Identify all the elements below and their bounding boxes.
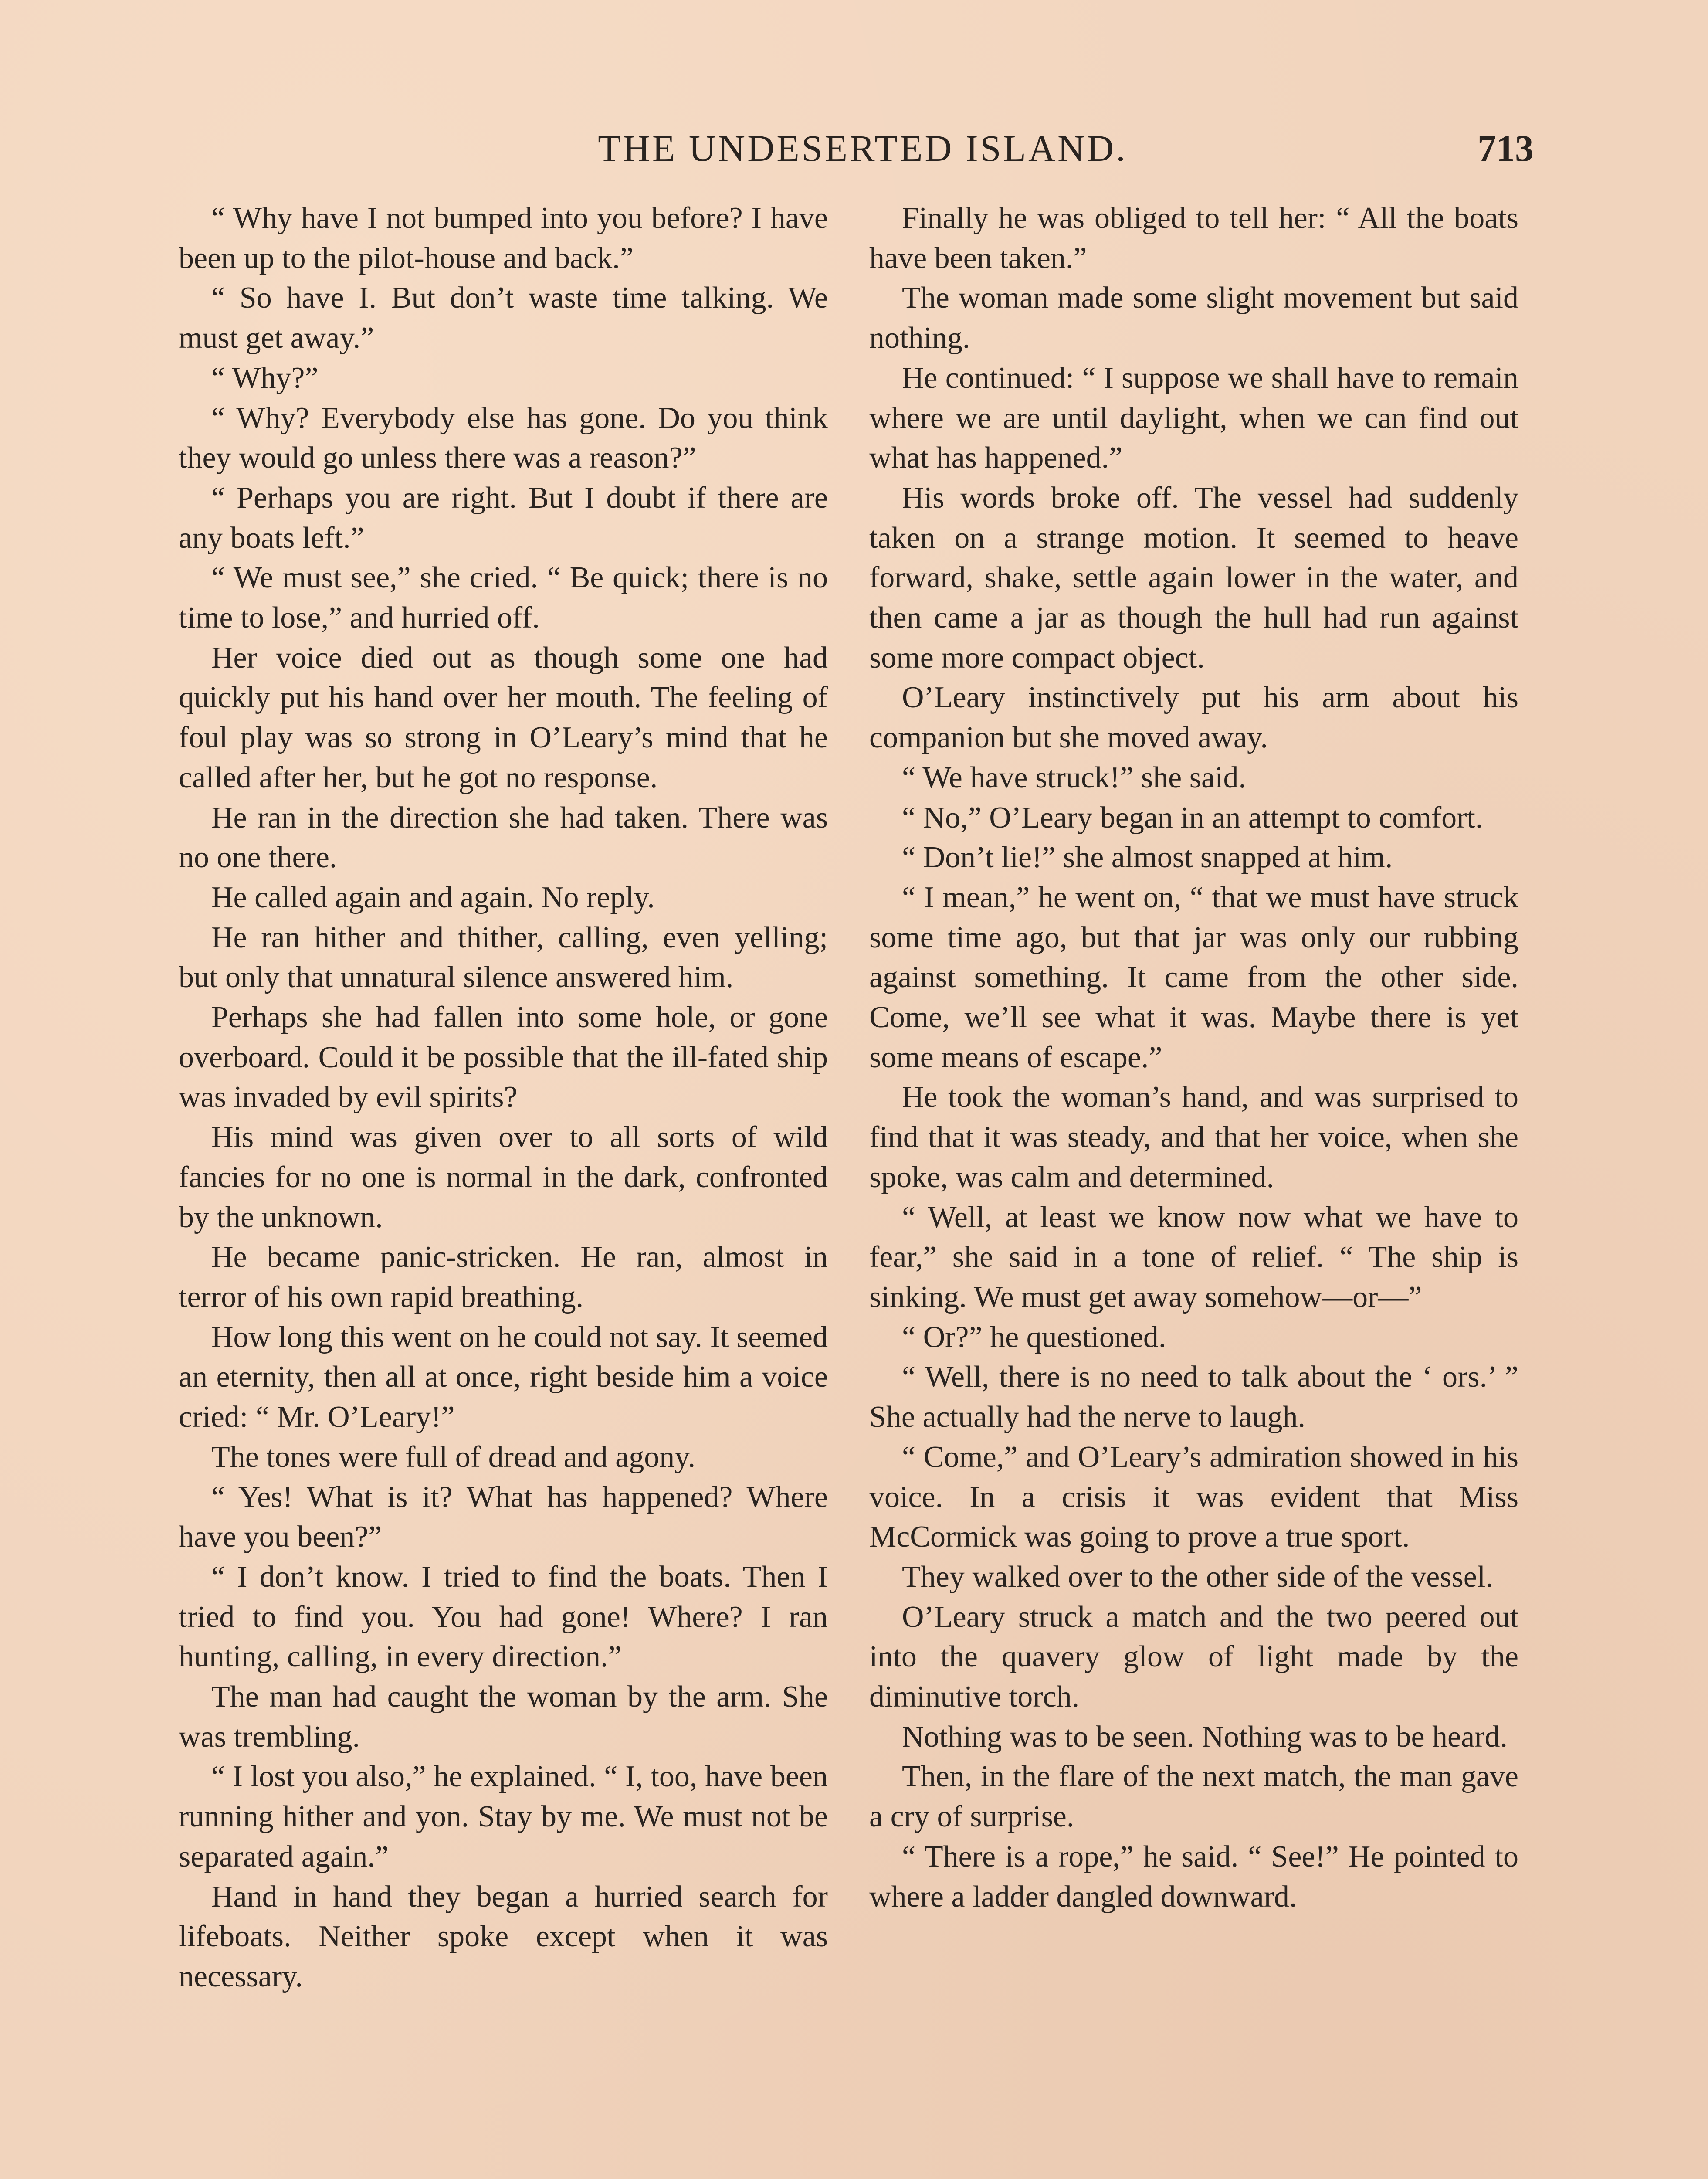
paragraph: He continued: “ I suppose we shall have to remain where we are until daylight, when we can find out what has happened.”	[869, 361, 1518, 475]
paragraph: The woman made some slight movement but said nothing.	[869, 281, 1518, 355]
paragraph: O’Leary struck a match and the two peered out into the quavery glow of light made by the diminutive torch.	[869, 1600, 1518, 1714]
paragraph: He took the woman’s hand, and was surprised to find that it was steady, and that her voice, when she spoke, was calm and determined.	[869, 1080, 1518, 1194]
paragraph: “ There is a rope,” he said. “ See!” He pointed to where a ladder dangled downward.	[869, 1840, 1518, 1914]
running-header-title: THE UNDESERTED ISLAND.	[598, 127, 1128, 169]
paragraph: Finally he was obliged to tell her: “ All the boats have been taken.”	[869, 201, 1518, 275]
paragraph: Perhaps she had fallen into some hole, or gone overboard. Could it be possible that the ill-fated ship was invaded by evil spirits?	[179, 1001, 828, 1114]
paragraph: “ I don’t know. I tried to find the boats. Then I tried to find you. You had gone! Where? I ran hunting, calling, in every direction.”	[179, 1560, 828, 1674]
paragraph: He ran in the direction she had taken. There was no one there.	[179, 801, 828, 875]
paragraph: He became panic-stricken. He ran, almost in terror of his own rapid breathing.	[179, 1240, 828, 1314]
paragraph: The man had caught the woman by the arm. She was trembling.	[179, 1680, 828, 1754]
paragraph: Her voice died out as though some one had quickly put his hand over her mouth. The feeling of foul play was so strong in O’Leary’s mind that he called after her, but he got no response.	[179, 641, 828, 794]
paragraph: He called again and again. No reply.	[211, 880, 655, 914]
right-text-column	[869, 198, 1518, 1917]
left-text-column	[179, 198, 828, 1997]
paragraph: “ Don’t lie!” she almost snapped at him.	[902, 841, 1393, 875]
paragraph: “ Well, at least we know now what we have to fear,” she said in a tone of relief. “ The ship is sinking. We must get away somehow—or—”	[869, 1200, 1518, 1314]
paragraph: “ Yes! What is it? What has happened? Where have you been?”	[179, 1480, 828, 1554]
paragraph: How long this went on he could not say. It seemed an eternity, then all at once, right beside him a voice cried: “ Mr. O’Leary!”	[179, 1320, 828, 1434]
paragraph: “ We have struck!” she said.	[902, 760, 1246, 794]
paragraph: Then, in the flare of the next match, the man gave a cry of surprise.	[869, 1760, 1518, 1834]
paragraph: They walked over to the other side of the vessel.	[902, 1560, 1493, 1594]
paragraph: Nothing was to be seen. Nothing was to be heard.	[902, 1720, 1508, 1754]
paragraph: His words broke off. The vessel had suddenly taken on a strange motion. It seemed to heave forward, shake, settle again lower in the water, and then came a jar as though the hull had run against some more compact object.	[869, 481, 1518, 675]
paragraph: O’Leary instinctively put his arm about his companion but she moved away.	[869, 681, 1518, 755]
paragraph: “ Why have I not bumped into you before? I have been up to the pilot-house and back.”	[179, 201, 828, 275]
paragraph: “ I mean,” he went on, “ that we must have struck some time ago, but that jar was only our rubbing against something. It came from the other side. Come, we’ll see what it was. Maybe there is yet some means of escape.”	[869, 880, 1518, 1074]
paragraph: His mind was given over to all sorts of wild fancies for no one is normal in the dark, confronted by the unknown.	[179, 1120, 828, 1234]
paragraph: “ Well, there is no need to talk about the ‘ ors.’ ” She actually had the nerve to laugh.	[869, 1360, 1518, 1434]
paragraph: “ No,” O’Leary began in an attempt to comfort.	[902, 801, 1483, 835]
paragraph: “ We must see,” she cried. “ Be quick; there is no time to lose,” and hurried off.	[179, 561, 828, 635]
page-number: 713	[1478, 127, 1534, 169]
paragraph: “ Come,” and O’Leary’s admiration showed in his voice. In a crisis it was evident that Miss McCormick was going to prove a true sport.	[869, 1440, 1518, 1554]
paragraph: “ Or?” he questioned.	[902, 1320, 1166, 1354]
paragraph: “ So have I. But don’t waste time talking. We must get away.”	[179, 281, 828, 355]
paragraph: He ran hither and thither, calling, even yelling; but only that unnatural silence answered him.	[179, 920, 828, 994]
paragraph: “ Why?”	[211, 361, 319, 395]
paragraph: “ Perhaps you are right. But I doubt if there are any boats left.”	[179, 481, 828, 555]
paragraph: “ I lost you also,” he explained. “ I, too, have been running hither and yon. Stay by me. We must not be separated again.”	[179, 1760, 828, 1874]
paragraph: Hand in hand they began a hurried search for lifeboats. Neither spoke except when it was necessary.	[179, 1880, 828, 1993]
paragraph: The tones were full of dread and agony.	[211, 1440, 696, 1474]
paragraph: “ Why? Everybody else has gone. Do you think they would go unless there was a reason?”	[179, 401, 828, 475]
